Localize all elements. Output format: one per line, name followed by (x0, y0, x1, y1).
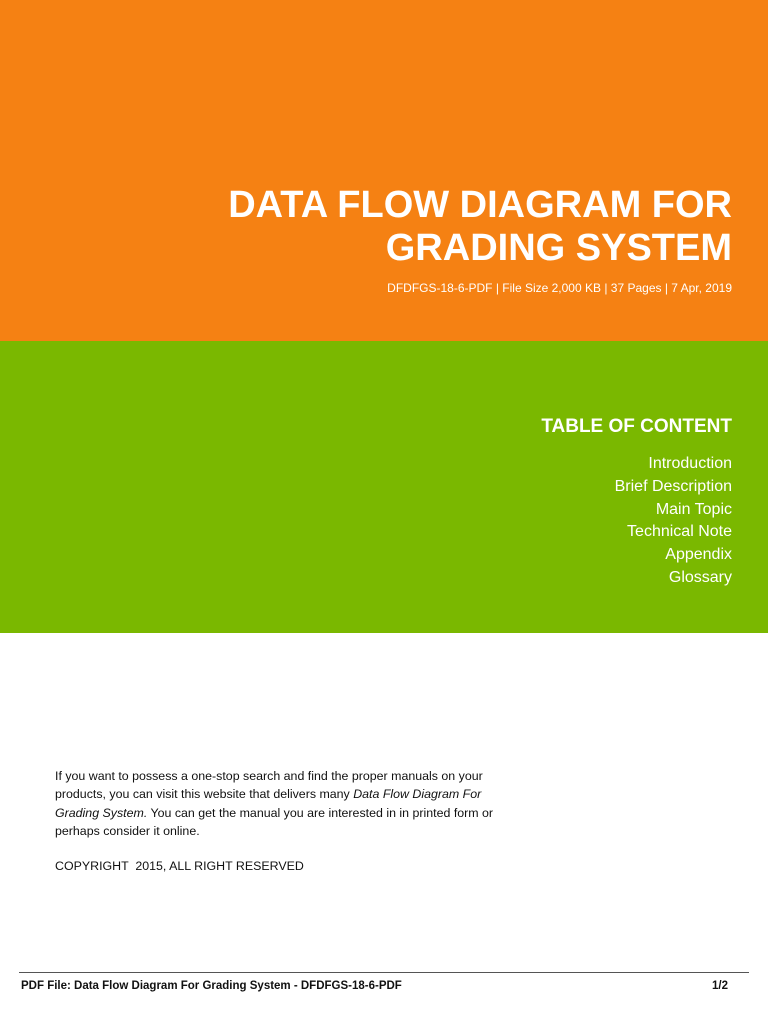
copyright-notice: COPYRIGHT 2015, ALL RIGHT RESERVED (55, 859, 304, 873)
document-meta: DFDFGS-18-6-PDF | File Size 2,000 KB | 37 Pages | 7 Apr, 2019 (387, 281, 732, 295)
footer-label: PDF File: Data Flow Diagram For Grading System - DFDFGS-18-6-PDF (21, 980, 402, 992)
page-indicator: 1/2 (712, 980, 728, 992)
toc-item-brief-description[interactable]: Brief Description (614, 477, 732, 495)
toc-item-glossary[interactable]: Glossary (668, 568, 732, 586)
toc-item-technical-note[interactable]: Technical Note (627, 523, 732, 541)
intro-text: If you want to possess a one-stop search and find the proper manuals on your products, you can visit this website that delivers many (55, 769, 483, 802)
intro-text-end: You can get the manual you are interested in in printed form or perhaps consider it online. (55, 805, 494, 838)
toc-item-main-topic[interactable]: Main Topic (655, 500, 732, 518)
toc-item-appendix[interactable]: Appendix (665, 546, 732, 564)
intro-paragraph (55, 767, 525, 840)
toc-list (615, 453, 732, 590)
footer-divider (19, 972, 749, 973)
intro-emphasis: Data Flow Diagram For Grading System. (55, 787, 482, 820)
document-title: DATA FLOW DIAGRAM FOR GRADING SYSTEM (228, 184, 732, 269)
toc-item-introduction[interactable]: Introduction (648, 455, 732, 472)
toc-heading: TABLE OF CONTENT (541, 416, 732, 437)
